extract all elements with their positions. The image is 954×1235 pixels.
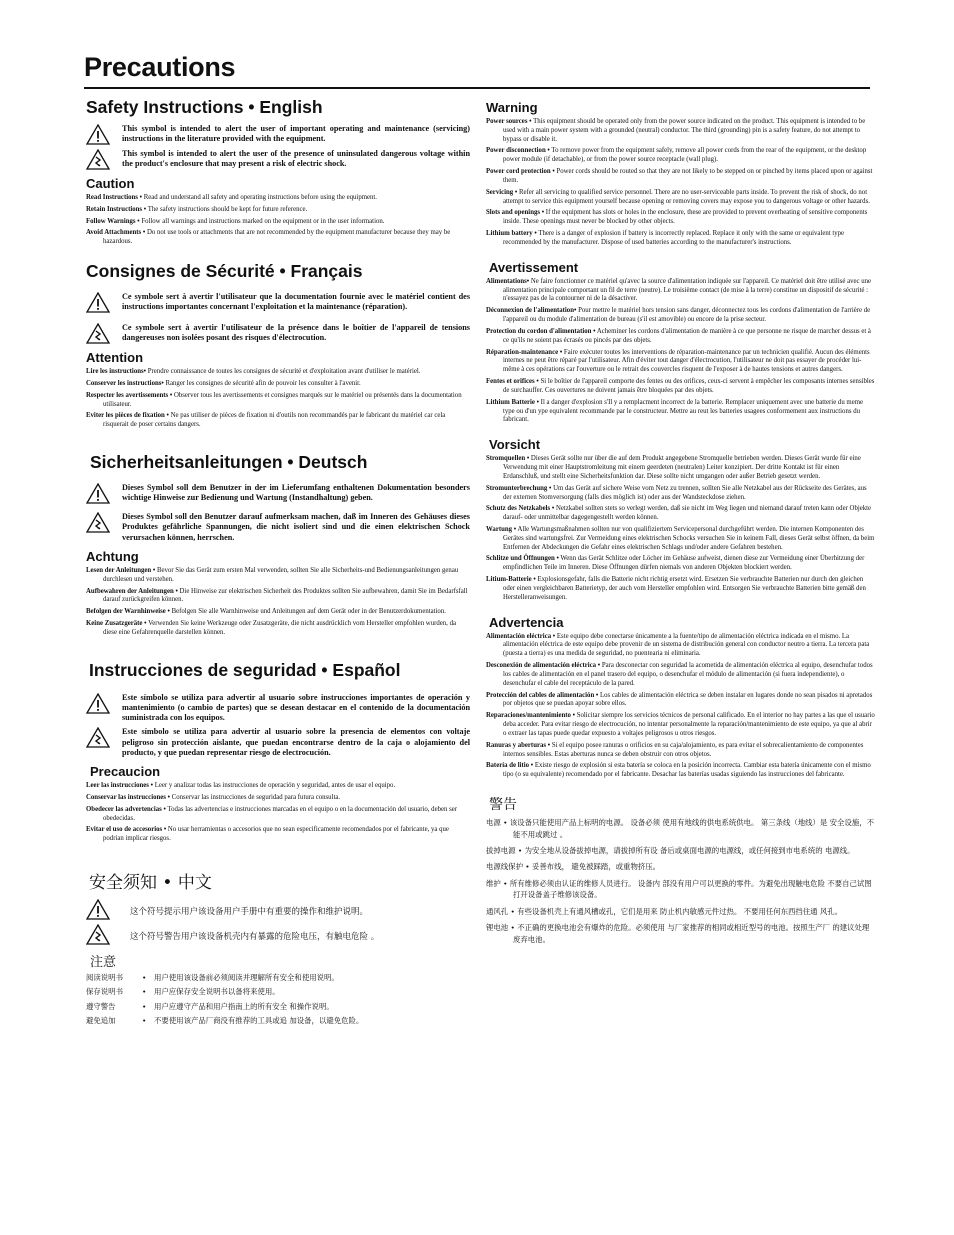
caution-item: 阅读说明书 • 用户使用该设备前必须阅读并理解所有安全和使用说明。	[86, 973, 339, 983]
warning-item: Stromunterbrechung • Um das Gerät auf sichere Weise vom Netz zu trennen, sollten Sie alle Netzkabel aus der Rückseite des Gerätes, aus der externen Stomversorgung (falls dies möglich ist) oder aus der Wandsteckdose ziehen.	[486, 484, 867, 501]
warning-item: 电源 • 该设备只能使用产品上标明的电源。 设备必须 使用有地线的供电系统供电。 第三条线（地线）是 安全设施，不能不用或跳过 。	[486, 818, 875, 839]
caution-item: Aufbewahren der Anleitungen • Die Hinweise zur elektrischen Sicherheit des Produktes sollten Sie aufbewahren, damit Sie im Bedarfsfall darauf zurückgreifen können.	[86, 587, 468, 604]
warning-item: Slots and openings • If the equipment has slots or holes in the enclosure, these are provided to prevent overheating of sensitive components inside. These openings must never be blocked by other objects.	[486, 209, 868, 226]
warning-item: 锂电池 • 不正确的更换电池会有爆炸的危险。必须使用 与厂家推荐的相同或相近型号的电池。按照生产厂 的建议处理废弃电池。	[486, 923, 870, 944]
warning-item: Alimentación eléctrica • Este equipo debe conectarse únicamente a la fuente/tipo de alimentación eléctrica indicada en el mismo. La alimentación eléctrica de este equipo debe provenir de un sistema de distribución general con conductor neutro a tierra. La tercera pata (puesta a tierra) es una medida de seguridad, no puentearia ni eliminaria.	[486, 632, 870, 658]
exclamation-triangle-icon	[86, 899, 114, 920]
warning-item: Lithium battery • There is a danger of explosion if battery is incorrectly replaced. Replace it only with the same or equivalent type recommended by the manufacturer. Dispose of used batteries according to the manufacturer's instructions.	[486, 230, 845, 246]
warning-item: Fentes et orifices • Si le boîtier de l'appareil comporte des fentes ou des orifices, ceux-ci servent à empêcher les composants internes sensibles de surchauffer. Ces ouvertures ne doivent jamais être bloquées par des objets.	[486, 378, 875, 394]
section-french	[86, 261, 470, 430]
warning-item: Power sources • This equipment should be operated only from the power source indicated on the product. This equipment is intended to be used with a main power system with a grounded (neutral) conductor. The third (grounding) pin is a safety feature, do not attempt to bypass or disable it.	[486, 118, 866, 143]
caution-item: Retain Instructions • The safety instructions should be kept for future reference.	[86, 205, 308, 213]
spanish-symbol-text-1: Este símbolo se utiliza para advertir al usuario sobre instrucciones importantes de operación y mantenimiento (o cambio de partes) que se desean destacar en el contenido de la documentación suministrada con los equipos.	[122, 692, 470, 723]
caution-item: Evitar el uso de accesorios • No usar herramientas o accesorios que no sean especificamente recomendados por el fabricante, ya que podrian implicar riesgos.	[86, 826, 449, 843]
warning-item: Déconnexion de l'alimentation• Pour mettre le matériel hors tension sans danger, déconnectez tous les cordons d'alimentation de l'arrière de l'appareil ou du module d'alimentation de bureau (s'il est amovible) ou encore de la prise secteur.	[486, 307, 871, 324]
warning-item: 维护 • 所有维修必须由认证的维修人员进行。 设备内 部没有用户可以更换的零件。为避免出现触电危险 不要自己试图打开设备盖子维修该设备。	[486, 878, 872, 900]
french-caution-heading: Attention	[86, 350, 144, 366]
caution-item: 保存说明书 • 用户应保存安全说明书以备将来使用。	[86, 987, 280, 997]
lightning-triangle-icon	[86, 323, 114, 344]
spanish-symbol-notice-2	[86, 727, 470, 758]
warning-item: Desconexión de alimentación eléctrica • Para desconectar con seguridad la acometida de alimentación eléctrica al equipo, desenchufar todos los cables de alimentación en el panel trasero del equipo, o desenchufar el módulo de alimentación (si fuera independiente), o desenchufar el cable del receptáculo de la pared.	[486, 662, 873, 687]
english-symbol-notice-1	[86, 124, 470, 145]
german-heading: Sicherheitsanleitungen • Deutsch	[90, 452, 368, 473]
english-caution-heading: Caution	[86, 176, 135, 191]
left-column	[86, 97, 470, 1031]
spanish-heading: Instrucciones de seguridad • Español	[89, 659, 401, 680]
warning-item: Lithium Batterie • Il a danger d'explosion s'Il y a remplacment incorrect de la batterie. Remplacer uniquement avec une batterie du meme type ou d'un ype equivalent recommande par le constructeur. Mettre au reut les batteries usagees conformement aux instructions du fabricant.	[486, 398, 864, 424]
english-warning-heading: Warning	[486, 100, 538, 115]
chinese-caution-heading: 注意	[90, 955, 117, 971]
warning-item: Protección del cables de alimentación • Los cables de alimentación eléctrica se deben instalar en lugares donde no sean pisados ni apretados por objetos que se puedan apoyar sobre ellos.	[486, 691, 873, 708]
german-symbol-text-1: Dieses Symbol soll dem Benutzer in der im Lieferumfang enthaltenen Dokumentation besonders wichtige Hinweise zur Bedienung und Wartung (Instandhaltung) geben.	[122, 483, 470, 503]
french-symbol-text-2: Ce symbole sert à avertir l'utilisateur de la présence dans le boîtier de l'appareil de tensions dangereuses non isolées posant des risques d'électrocution.	[122, 323, 470, 343]
caution-item: Obedecer las advertencias • Todas las advertencias e instrucciones marcadas en el equipo o en la documentación del usuario, deben ser obedecidas.	[86, 805, 458, 822]
warning-item: Power disconnection • To remove power from the equipment safely, remove all power cords from the rear of the equipment, or the desktop power module (if detachable), or from the power source receptacle (wall plug).	[486, 147, 867, 164]
chinese-heading: 安全须知 • 中文	[89, 873, 212, 894]
caution-item: 避免追加 • 不要使用该产品厂商没有推荐的工具或追 加设备，以避免危险。	[86, 1016, 364, 1026]
french-symbol-notice-2	[86, 323, 470, 344]
exclamation-triangle-icon	[86, 693, 114, 714]
english-symbol-notice-2	[86, 149, 470, 170]
warning-item: 通风孔 • 有些设备机壳上有通风槽或孔，它们是用来 防止机内敏感元件过热。 不要用任何东西挡住通 风孔。	[486, 906, 843, 916]
right-column	[486, 100, 876, 950]
warning-item: Stromquellen • Dieses Gerät sollte nur über die auf dem Produkt angegebene Stromquelle betrieben werden. Dieses Gerät wurde für eine Verwendung mit einer Hauptstromleitung mit einem geerdeten (neutralen) Leiter konzipiert. Der dritte Kontakt ist für einen Erdanschluß, und stellt eine Sicherheitsfunktion dar. Diese sollte nicht umgangen oder außer Betrieb gesetzt werden.	[486, 455, 861, 480]
warning-item: Réparation-maintenance • Faire exécuter toutes les interventions de réparation-maintenance par un technicien qualifié. Aucun des éléments internes ne peut être réparé par l'utilisateur. Afin d'éviter tout danger d'électrocution, l'utilisateur ne doit pas essayer de procéder lui-même à ces opérations car l'ouverture ou le retrait des couvercles risquent de l'exposer à de hautes tensions et autres dangers.	[486, 348, 870, 374]
german-symbol-notice-2	[86, 512, 470, 543]
caution-item: Follow Warnings • Follow all warnings and instructions marked on the equipment or in the user information.	[86, 217, 385, 225]
chinese-symbol-text-2: 这个符号警告用户该设备机壳内有暴露的危险电压，有触电危险 。	[130, 932, 380, 943]
lightning-triangle-icon	[86, 727, 114, 748]
exclamation-triangle-icon	[86, 483, 114, 504]
spanish-warning-heading: Advertencia	[489, 614, 564, 630]
spanish-symbol-text-2: Este símbolo se utiliza para advertir al usuario sobre la presencia de elementos con voltaje peligroso sin protección aislante, que puedan encontrarse dentro de la caja o alojamiento del producto, y que puedan representar riesgo de electrocución.	[122, 727, 470, 757]
english-heading: Safety Instructions • English	[86, 97, 323, 117]
chinese-symbol-text-1: 这个符号提示用户该设备用户手册中有重要的操作和维护说明。	[130, 907, 369, 918]
caution-item: Lesen der Anleitungen • Bevor Sie das Gerät zum ersten Mal verwenden, sollten Sie alle Sicherheits-und Bedienungsanleitungen genau durchlesen und verstehen.	[86, 566, 459, 583]
german-warning-heading: Vorsicht	[489, 437, 541, 453]
warning-item: Servicing • Refer all servicing to qualified service personnel. There are no user-serviceable parts inside. To prevent the risk of shock, do not attempt to service this equipment yourself because opening or removing covers may expose you to dangerous voltage or other hazards.	[486, 188, 870, 205]
caution-item: Conservar las instrucciones • Conservar las instrucciones de seguridad para futura consulta.	[86, 793, 341, 801]
english-symbol-text-2: This symbol is intended to alert the user of the presence of uninsulated dangerous voltage within the product's enclosure that may present a risk of electric shock.	[122, 149, 470, 169]
exclamation-triangle-icon	[86, 292, 114, 313]
caution-item: Lire les instructions• Prendre connaissance de toutes les consignes de sécurité et d'exploitation avant d'utiliser le matériel.	[86, 368, 421, 376]
lightning-triangle-icon	[86, 924, 114, 945]
caution-item: Keine Zusatzgeräte • Verwenden Sie keine Werkzeuge oder Zusatzgeräte, die nicht ausdrücklich vom Hersteller empfohlen wurden, da diese eine Gefahrenquelle darstellen können.	[86, 620, 456, 636]
caution-item: Leer las instrucciones • Leer y analizar todas las instrucciones de operación y seguridad, antes de usar el equipo.	[86, 782, 396, 790]
warning-item: Litium-Batterie • Explosionsgefahr, falls die Batterie nicht richtig ersetzt wird. Ersetzen Sie verbrauchte Batterien nur durch den gleichen oder einen vergleichbaren Batterietyp, der auch vom Hersteller empfohlen wird. Entsorgen Sie verbrauchte Batterien bitte gemäß den Herstelleranweisungen.	[486, 576, 866, 601]
warning-item: Power cord protection • Power cords should be routed so that they are not likely to be stepped on or pinched by items placed upon or against them.	[486, 168, 873, 184]
section-german	[86, 452, 470, 638]
caution-item: Conserver les instructions• Ranger les consignes de sécurité afin de pouvoir les consulter à l'avenir.	[86, 379, 361, 387]
french-warning-heading: Avertissement	[489, 259, 579, 275]
section-english-warning	[486, 100, 876, 248]
section-spanish	[86, 660, 470, 844]
german-symbol-notice-1	[86, 483, 470, 504]
section-spanish-warning	[486, 615, 876, 780]
section-chinese-warning	[486, 794, 876, 945]
warning-item: 拔掉电源 • 为安全地从设备拔掉电源，请拔掉所有设 备后或桌面电源的电源线，或任何接到市电系统的 电源线。	[486, 845, 855, 855]
german-symbol-text-2: Dieses Symbol soll den Benutzer darauf aufmerksam machen, daß im Inneren des Gehäuses dieses Produktes gefährliche Spannungen, die nicht isoliert sind und die einen elektrischen Schock verursachen können, herrschen.	[122, 512, 470, 542]
lightning-triangle-icon	[86, 512, 114, 533]
section-german-warning	[486, 437, 876, 602]
warning-item: Schutz des Netzkabels • Netzkabel sollten stets so verlegt werden, daß sie nicht im Weg liegen und niemand darauf treten kann oder Objekte darauf- oder unmittelbar dagegengestellt werden können.	[486, 505, 872, 522]
caution-item: Read Instructions • Read and understand all safety and operating instructions before using the equipment.	[86, 194, 378, 201]
german-caution-heading: Achtung	[86, 548, 139, 564]
caution-item: Befolgen der Warnhinweise • Befolgen Sie alle Warnhinweise und Anleitungen auf dem Gerät oder in der Benutzerdokumentation.	[86, 608, 446, 616]
spanish-symbol-notice-1	[86, 693, 470, 724]
warning-item: Alimentations• Ne faire fonctionner ce matériel qu'avec la source d'alimentation indiquée sur l'appareil. Ce matériel doit être utilisé avec une alimentation principale comportant un fil de terre (neutre). Le troisième contact (de mise à la terre) constitue un dispositif de sécurité : n'essayez pas de la contourner ni de la désactiver.	[486, 277, 872, 303]
page-title: Precautions	[84, 52, 236, 82]
french-heading: Consignes de Sécurité • Français	[86, 261, 363, 282]
caution-item: Avoid Attachments • Do not use tools or attachments that are not recommended by the equipment manufacturer because they may be hazardous.	[86, 229, 451, 246]
warning-item: Schlitze und Öffnungen • Wenn das Gerät Schlitze oder Löcher im Gehäuse aufweist, dienen diese zur Vermeidung einer Überhitzung der empfindlichen Teile im Inneren. Diese Öffnungen dürfen niemals von anderen Objekten blockiert werden.	[486, 555, 865, 572]
warning-item: Batería de litio • Existe riesgo de explosión si esta batería se coloca en la posición incorrecta. Cambiar esta batería únicamente con el mismo tipo (o su equivalente) recomendado por el fabricante. Desachar las baterías usadas siguiendo las instrucciones del fabricante.	[486, 762, 871, 779]
title-rule	[84, 87, 870, 89]
section-chinese	[86, 868, 470, 1026]
spanish-caution-heading: Precaucion	[90, 764, 161, 780]
caution-item: 遵守警告 • 用户应遵守产品和用户指南上的所有安全 和操作说明。	[86, 1001, 334, 1011]
warning-item: Protection du cordon d'alimentation • Acheminer les cordons d'alimentation de manière à ce que personne ne risque de marcher dessus et à ce qu'ils ne soient pas écrasés ou pincés par des objets.	[486, 327, 871, 344]
english-symbol-text-1: This symbol is intended to alert the user of important operating and maintenance (servicing) instructions in the literature provided with the equipment.	[122, 124, 470, 144]
chinese-warning-heading: 警告	[489, 797, 517, 814]
warning-item: Ranuras y aberturas • Si el equipo posee ranuras o orificios en su caja/alojamiento, es para evitar el sobrecalientamiento de componentes internos sensibles. Estas aberturas nunca se deben obstruir con otros objetos.	[486, 741, 864, 758]
chinese-symbol-notice-2	[86, 924, 470, 945]
warning-item: 电源线保护 • 妥善布线， 避免被踩踏，或重物挤压。	[486, 862, 661, 872]
exclamation-triangle-icon	[86, 124, 114, 145]
chinese-symbol-notice-1	[86, 899, 470, 920]
lightning-triangle-icon	[86, 149, 114, 170]
section-english	[86, 97, 470, 247]
section-french-warning	[486, 260, 876, 425]
warning-item: Wartung • Alle Wartungsmaßnahmen sollten nur von qualifiziertem Servicepersonal durchgeführt werden. Die internen Komponenten des Gerätes sind wartungsfrei. Zur Vermeidung eines elektrischen Schocks versuchen Sie in keinem Fall, dieses Gerät selbst öffnen, da beim Entfernen der Abdeckungen die Gefahr eines elektrischen Schlags und/oder andere Gefahren bestehen.	[486, 525, 875, 551]
caution-item: Respecter les avertissements • Observer tous les avertissements et consignes marqués sur le matériel ou présentés dans la documentation utilisateur.	[86, 391, 462, 408]
french-symbol-text-1: Ce symbole sert à avertir l'utilisateur que la documentation fournie avec le matériel contient des instructions importantes concernant l'exploitation et la maintenance (réparation).	[122, 292, 470, 312]
warning-item: Reparaciones/mantenimiento • Solicitar siempre los servicios técnicos de personal calificado. En el interior no hay partes a las que el usuario deba acceder. Para evitar riesgo de electrocución, no intentar personalmente la reparación/mantenimiento de este equipo, ya que al abrir o extraer las tapas puede quedar expuesto a voltajes peligrosos u otros riesgos.	[486, 712, 875, 737]
french-symbol-notice-1	[86, 292, 470, 313]
caution-item: Eviter les pièces de fixation • Ne pas utiliser de pièces de fixation ni d'outils non recommandés par le fabricant du matériel car cela risquerait de poser certains dangers.	[86, 412, 446, 429]
